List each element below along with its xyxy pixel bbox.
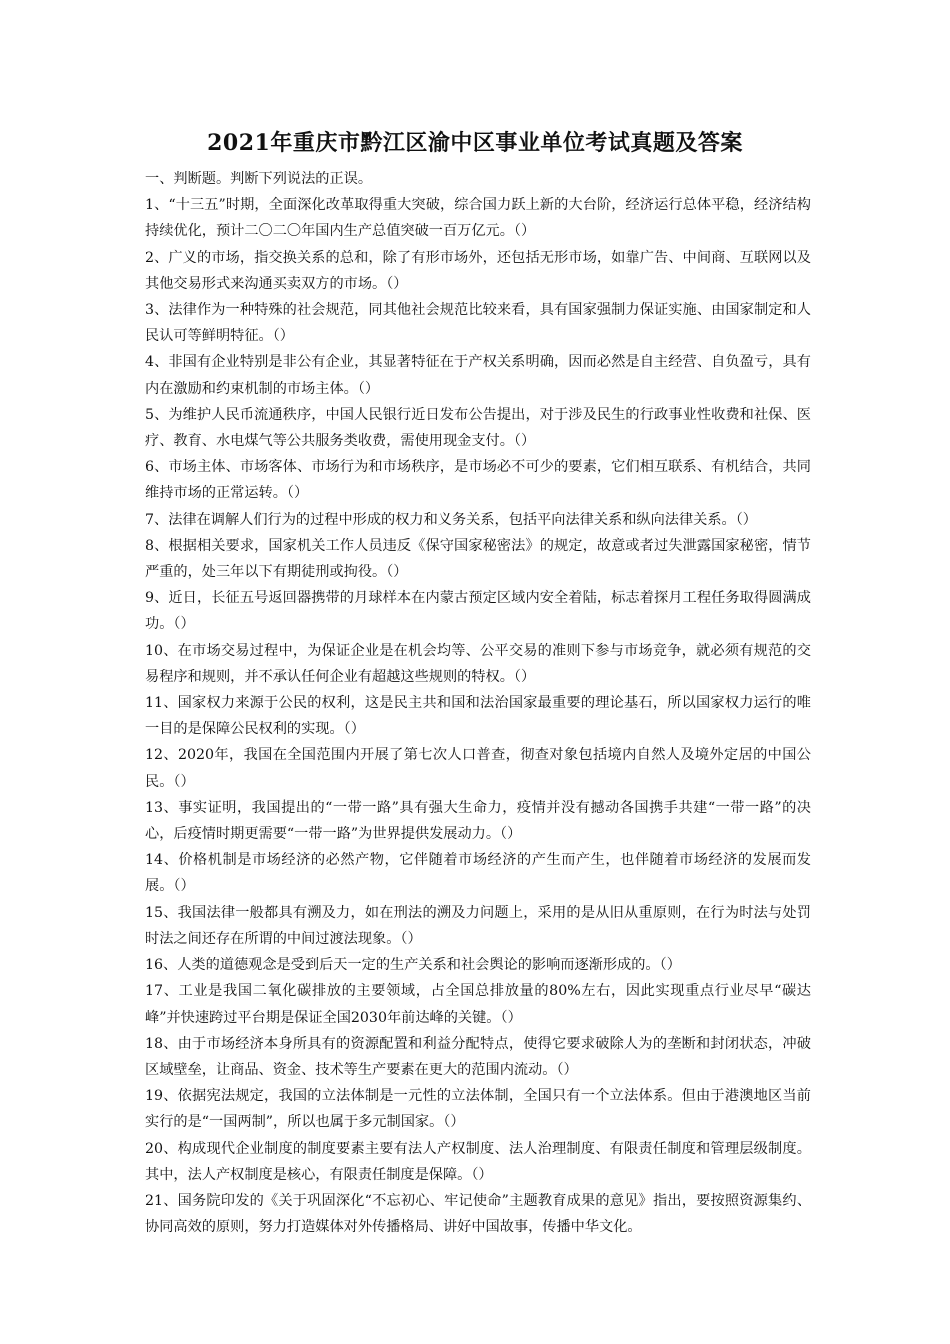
question-7: 7、法律在调解人们行为的过程中形成的权力和义务关系，包括平向法律关系和纵向法律关系。（） (145, 511, 757, 528)
question-2: 2、广义的市场，指交换关系的总和，除了有形市场外，还包括无形市场，如靠广告、中间商、互联网以及其他交易形式来沟通买卖双方的市场。（） (145, 249, 811, 292)
document-body (145, 166, 811, 1240)
question-17: 17、工业是我国二氧化碳排放的主要领域，占全国总排放量的80%左右，因此实现重点行业尽早“碳达峰”并快速跨过平台期是保证全国2030年前达峰的关键。（） (145, 983, 811, 1026)
question-9: 9、近日，长征五号返回器携带的月球样本在内蒙古预定区域内安全着陆，标志着探月工程任务取得圆满成功。（） (145, 590, 811, 633)
question-18: 18、由于市场经济本身所具有的资源配置和利益分配特点，使得它要求破除人为的垄断和封闭状态，冲破区域壁垒，让商品、资金、技术等生产要素在更大的范围内流动。（） (145, 1035, 811, 1078)
question-16: 16、人类的道德观念是受到后天一定的生产关系和社会舆论的影响而逐渐形成的。（） (145, 957, 681, 974)
question-20: 20、构成现代企业制度的制度要素主要有法人产权制度、法人治理制度、有限责任制度和管理层级制度。其中，法人产权制度是核心，有限责任制度是保障。（） (145, 1140, 811, 1183)
question-13: 13、事实证明，我国提出的“一带一路”具有强大生命力，疫情并没有撼动各国携手共建“一带一路”的决心，后疫情时期更需要“一带一路”为世界提供发展动力。（） (145, 799, 811, 843)
question-15: 15、我国法律一般都具有溯及力，如在刑法的溯及力问题上，采用的是从旧从重原则，在行为时法与处罚时法之间还存在所谓的中间过渡法现象。（） (145, 904, 811, 947)
question-21: 21、国务院印发的《关于巩固深化“不忘初心、牢记使命”主题教育成果的意见》指出，要按照资源集约、协同高效的原则，努力打造媒体对外传播格局、讲好中国故事，传播中华文化。 (145, 1192, 812, 1236)
question-8: 8、根据相关要求，国家机关工作人员违反《保守国家秘密法》的规定，故意或者过失泄露国家秘密，情节严重的，处三年以下有期徒刑或拘役。（） (145, 537, 811, 581)
page-title: 2021年重庆市黔江区渝中区事业单位考试真题及答案 (207, 130, 743, 156)
section-heading: 一、判断题。判断下列说法的正误。 (145, 171, 373, 187)
question-1: 1、“十三五”时期，全面深化改革取得重大突破，综合国力跃上新的大台阶，经济运行总体平稳，经济结构持续优化，预计二〇二〇年国内生产总值突破一百万亿元。（） (145, 197, 811, 240)
question-6: 6、市场主体、市场客体、市场行为和市场秩序，是市场必不可少的要素，它们相互联系、有机结合，共同维持市场的正常运转。（） (145, 459, 811, 502)
question-3: 3、法律作为一种特殊的社会规范，同其他社会规范比较来看，具有国家强制力保证实施、由国家制定和人民认可等鲜明特征。（） (145, 302, 811, 345)
question-10: 10、在市场交易过程中，为保证企业是在机会均等、公平交易的准则下参与市场竞争，就必须有规范的交易程序和规则，并不承认任何企业有超越这些规则的特权。（） (145, 642, 811, 685)
question-5: 5、为维护人民币流通秩序，中国人民银行近日发布公告提出，对于涉及民生的行政事业性收费和社保、医疗、教育、水电煤气等公共服务类收费，需使用现金支付。（） (145, 406, 811, 450)
question-19: 19、依据宪法规定，我国的立法体制是一元性的立法体制，全国只有一个立法体系。但由于港澳地区当前实行的是“一国两制”，所以也属于多元制国家。（） (145, 1088, 811, 1131)
question-4: 4、非国有企业特别是非公有企业，其显著特征在于产权关系明确，因而必然是自主经营、自负盈亏，具有内在激励和约束机制的市场主体。（） (145, 354, 811, 397)
question-12: 12、2020年，我国在全国范围内开展了第七次人口普查，彻查对象包括境内自然人及境外定居的中国公民。（） (145, 747, 811, 790)
question-14: 14、价格机制是市场经济的必然产物，它伴随着市场经济的产生而产生，也伴随着市场经济的发展而发展。（） (145, 852, 811, 895)
question-11: 11、国家权力来源于公民的权利，这是民主共和国和法治国家最重要的理论基石，所以国家权力运行的唯一目的是保障公民权利的实现。（） (145, 695, 811, 738)
